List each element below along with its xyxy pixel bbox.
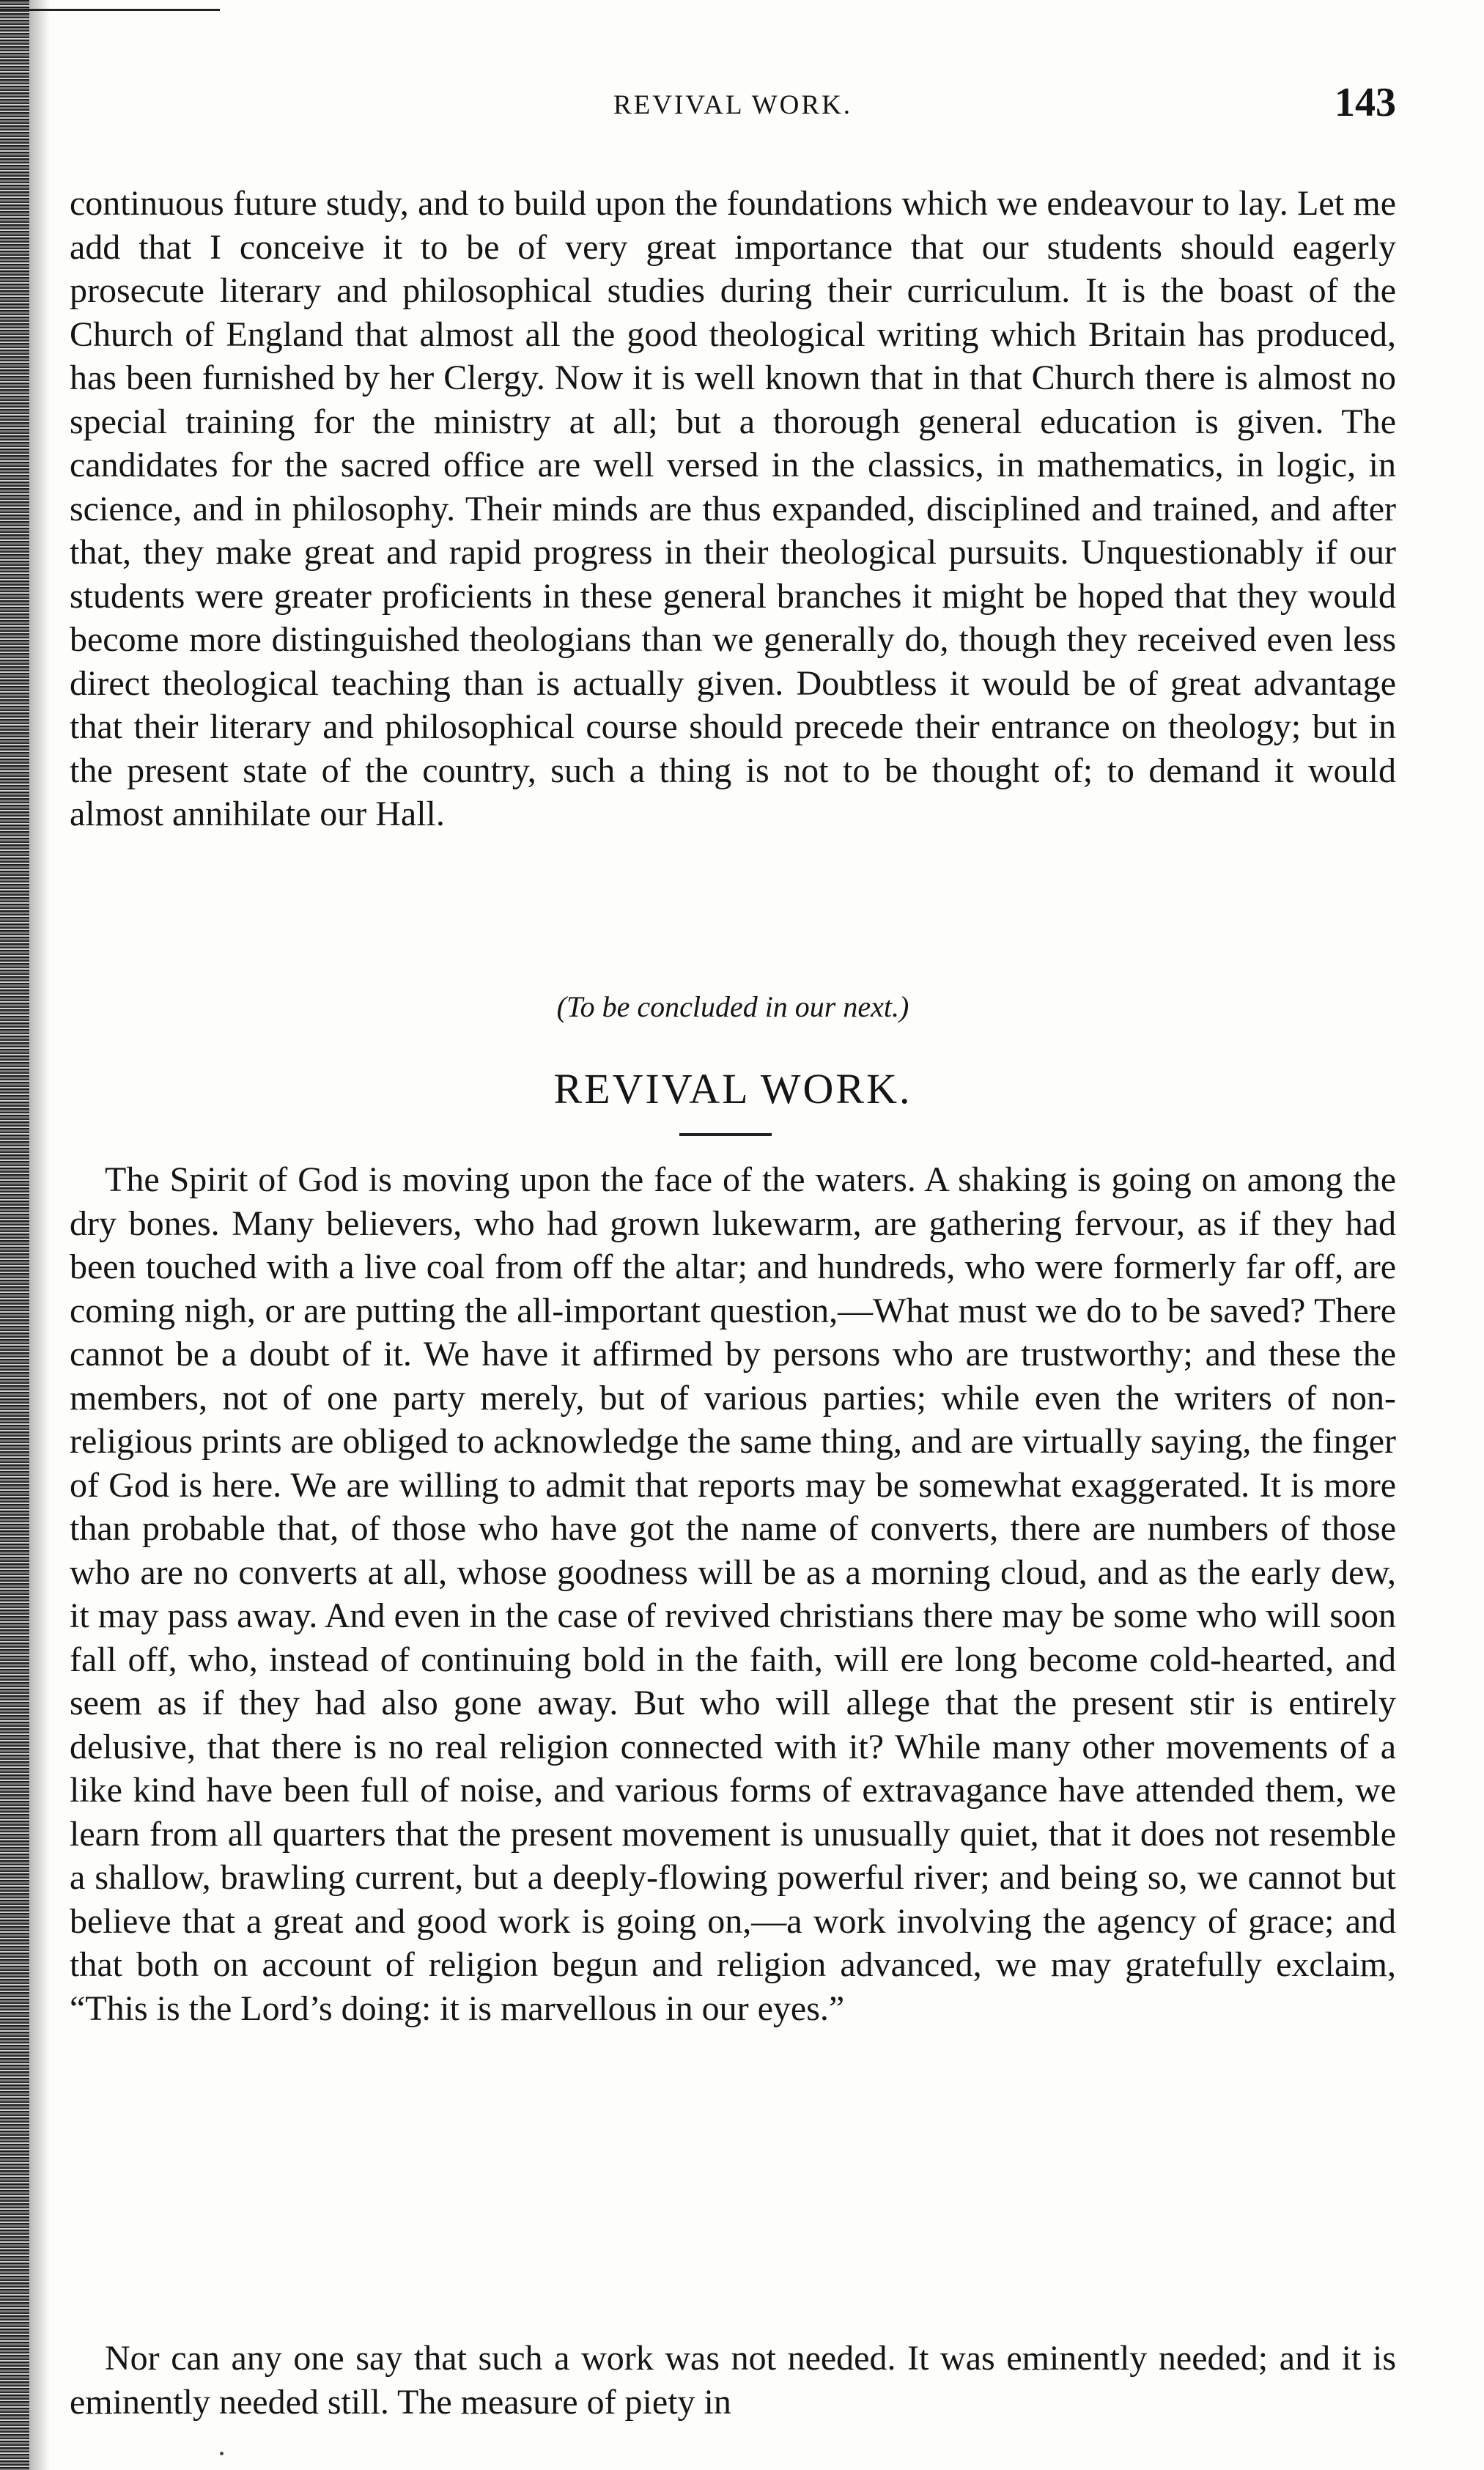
running-head bbox=[70, 79, 1396, 138]
binding-shadow bbox=[29, 0, 50, 2470]
page-number: 143 bbox=[1335, 80, 1396, 125]
to-be-concluded-note: (To be concluded in our next.) bbox=[556, 990, 909, 1023]
binding-edge bbox=[0, 0, 29, 2470]
paragraph-nor-can-any-one: Nor can any one say that such a work was not needed. It was eminently needed; and it is eminently needed still. The measure of piety in bbox=[70, 2339, 1396, 2422]
heading-rule bbox=[679, 1133, 772, 1136]
paragraph-spirit-of-god: The Spirit of God is moving upon the face of the waters. A shaking is going on among the dry bones. Many believers, who had grown lukewarm, are gathering fervour, as if they had been touched with a live coal from off the altar; and hundreds, who were formerly far off, are coming nigh, or are putting the all-important question,—What must we do to be saved? There cannot be a doubt of it. We have it affirmed by persons who are trustworthy; and these the members, not of one party merely, but of various parties; while even the writers of non-religious prints are obliged to acknowledge the same thing, and are virtually saying, the finger of God is here. We are willing to admit that reports may be somewhat exaggerated. It is more than probable that, of those who have got the name of converts, there are numbers of those who are no converts at all, whose goodness will be as a morning cloud, and as the early dew, it may pass away. And even in the case of revived christians there may be some who will soon fall off, who, instead of continuing bold in the faith, will ere long become cold-hearted, and seem as if they had also gone away. But who will allege that the present stir is entirely delusive, that there is no real religion connected with it? While many other movements of a like kind have been full of noise, and various forms of extravagance have attended them, we learn from all quarters that the present movement is unusually quiet, that it does not resemble a shallow, brawling current, but a deeply-flowing powerful river; and being so, we cannot but believe that a great and good work is going on,—a work involving the agency of grace; and that both on account of religion begun and religion advanced, we may gratefully exclaim, “This is the Lord’s doing: it is marvellous in our eyes.” bbox=[70, 1160, 1396, 2028]
running-title: REVIVAL WORK. bbox=[613, 90, 853, 120]
ink-speck bbox=[220, 2452, 224, 2455]
section-heading: REVIVAL WORK. bbox=[553, 1065, 912, 1113]
continued-paragraph: continuous future study, and to build upon the foundations which we endeavour to lay. Let me add that I conceive it to be of very great importance that our students should eagerly prosecute literary and philosophical studies during their curriculum. It is the boast of the Church of England that almost all the good theological writing which Britain has produced, has been furnished by her Clergy. Now it is well known that in that Church there is almost no special training for the ministry at all; but a thorough general education is given. The candidates for the sacred office are well versed in the classics, in mathematics, in logic, in science, and in philosophy. Their minds are thus expanded, disciplined and trained, and after that, they make great and rapid progress in their theological pursuits. Unquestionably if our students were greater proficients in these general branches it might be hoped that they would become more distinguished theologians than we generally do, though they received even less direct theological teaching than is actually given. Doubtless it would be of great advantage that their literary and philosophical course should precede their entrance on theology; but in the present state of the country, such a thing is not to be thought of; to demand it would almost annihilate our Hall. bbox=[70, 184, 1396, 833]
top-rule bbox=[0, 9, 220, 11]
